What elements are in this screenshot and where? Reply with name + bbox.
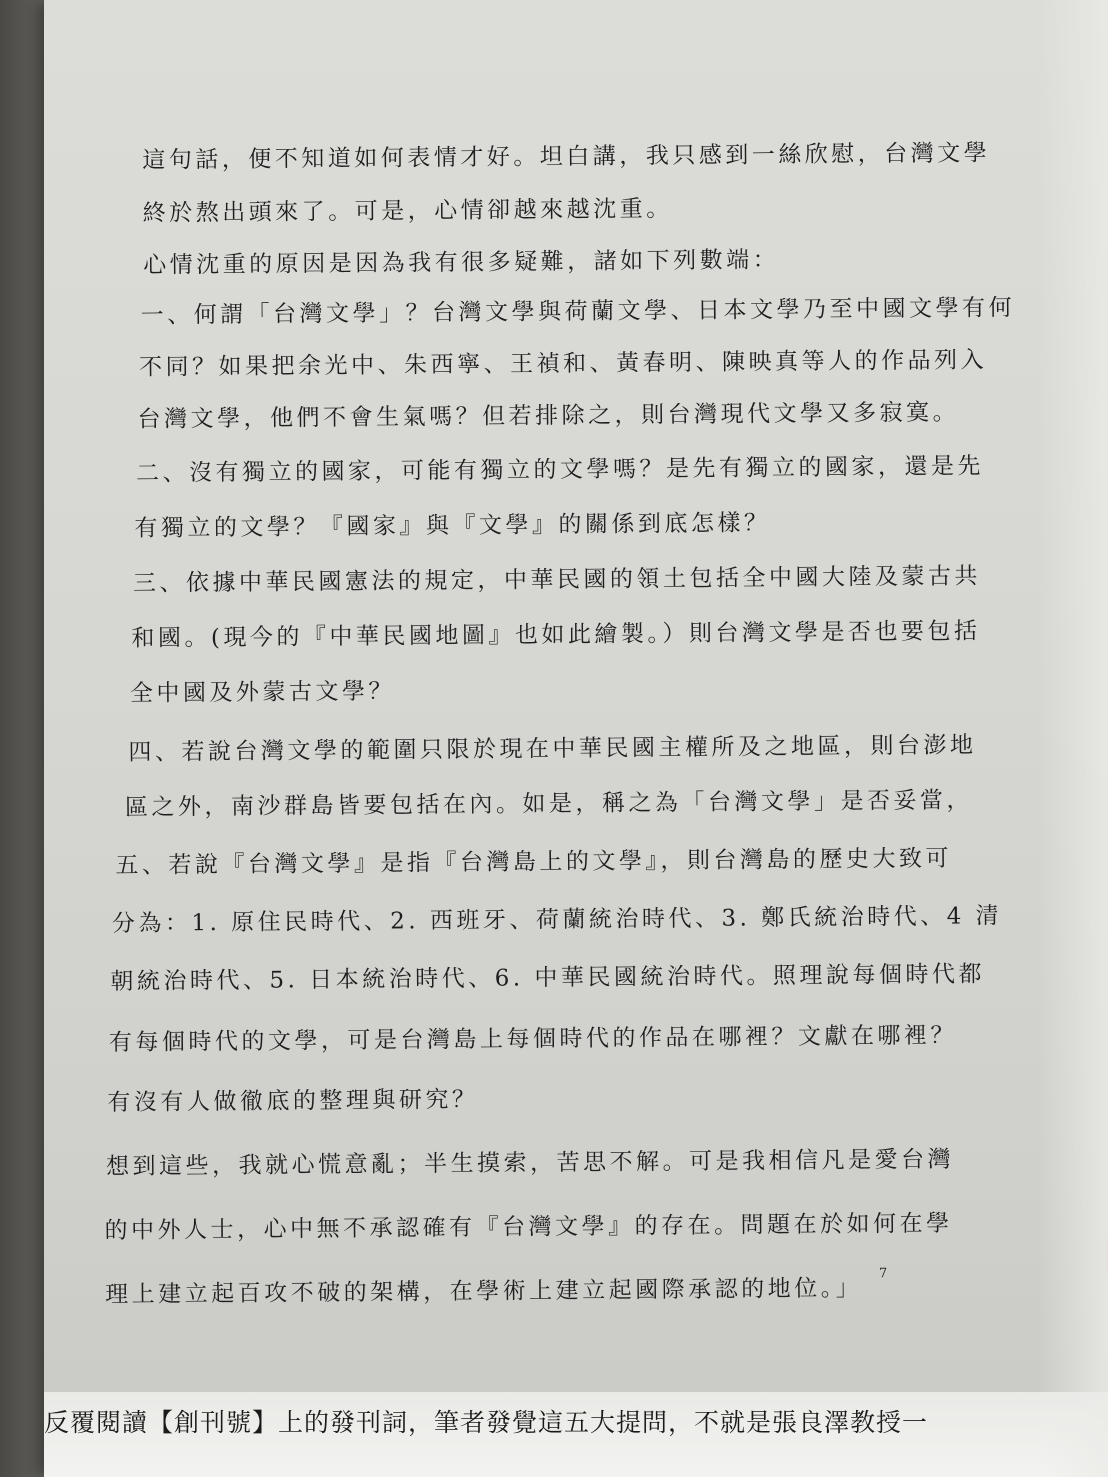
- text-line: 心情沈重的原因是因為我有很多疑難，諸如下列數端：: [143, 247, 780, 279]
- text-line: 有沒有人做徹底的整理與研究？: [107, 1086, 479, 1116]
- page-content: [38, 0, 1108, 1477]
- text-line: 二、沒有獨立的國家，可能有獨立的文學嗎？是先有獨立的國家，還是先: [135, 453, 985, 487]
- text-line: 四、若說台灣文學的範圍只限於現在中華民國主權所及之地區，則台澎地: [128, 732, 977, 766]
- text-line: 想到這些，我就心慌意亂；半生摸索，苦思不解。可是我相信凡是愛台灣: [105, 1146, 955, 1181]
- text-line: 有獨立的文學？『國家』與『文學』的關係到底怎樣？: [134, 510, 771, 542]
- text-line: 朝統治時代、5. 日本統治時代、6. 中華民國統治時代。照理說每個時代都: [110, 961, 986, 995]
- text-line: 區之外，南沙群島皆要包括在內。如是，稱之為「台灣文學」是否妥當，: [124, 787, 974, 821]
- document-page: [44, 0, 1108, 1477]
- bottom-text-line: 反覆閱讀【創刊號】上的發刊詞，筆者發覺這五大提問，不就是張良澤教授一: [44, 1408, 929, 1437]
- text-line: 有每個時代的文學，可是台灣島上每個時代的作品在哪裡？文獻在哪裡？: [108, 1022, 958, 1056]
- text-line: 的中外人士，心中無不承認確有『台灣文學』的存在。問題在於如何在學: [104, 1210, 953, 1245]
- text-line: 理上建立起百攻不破的架構，在學術上建立起國際承認的地位。」: [105, 1275, 863, 1309]
- text-line: 分為：1. 原住民時代、2. 西班牙、荷蘭統治時代、3. 鄭氏統治時代、4 清: [111, 903, 1003, 937]
- text-line: 三、依據中華民國憲法的規定，中華民國的領土包括全中國大陸及蒙古共: [132, 563, 982, 597]
- text-line: 終於熬出頭來了。可是，心情卻越來越沈重。: [142, 196, 673, 227]
- footnote-marker: 7: [878, 1266, 888, 1282]
- text-line: 這句話，便不知道如何表情才好。坦白講，我只感到一絲欣慰，台灣文學: [142, 140, 991, 174]
- text-line: 五、若說『台灣文學』是指『台灣島上的文學』，則台灣島的歷史大致可: [115, 845, 953, 879]
- text-line: 台灣文學，他們不會生氣嗎？但若排除之，則台灣現代文學又多寂寞。: [137, 399, 960, 433]
- next-page-strip: [44, 1392, 1108, 1477]
- text-line: 不同？如果把余光中、朱西寧、王禎和、黃春明、陳映真等人的作品列入: [138, 347, 988, 381]
- text-line: 一、何謂「台灣文學」？台灣文學與荷蘭文學、日本文學乃至中國文學有何: [140, 295, 1016, 329]
- text-line: 全中國及外蒙古文學？: [129, 678, 396, 707]
- text-line: 和國。(現今的『中華民國地圖』也如此繪製。）則台灣文學是否也要包括: [131, 618, 981, 652]
